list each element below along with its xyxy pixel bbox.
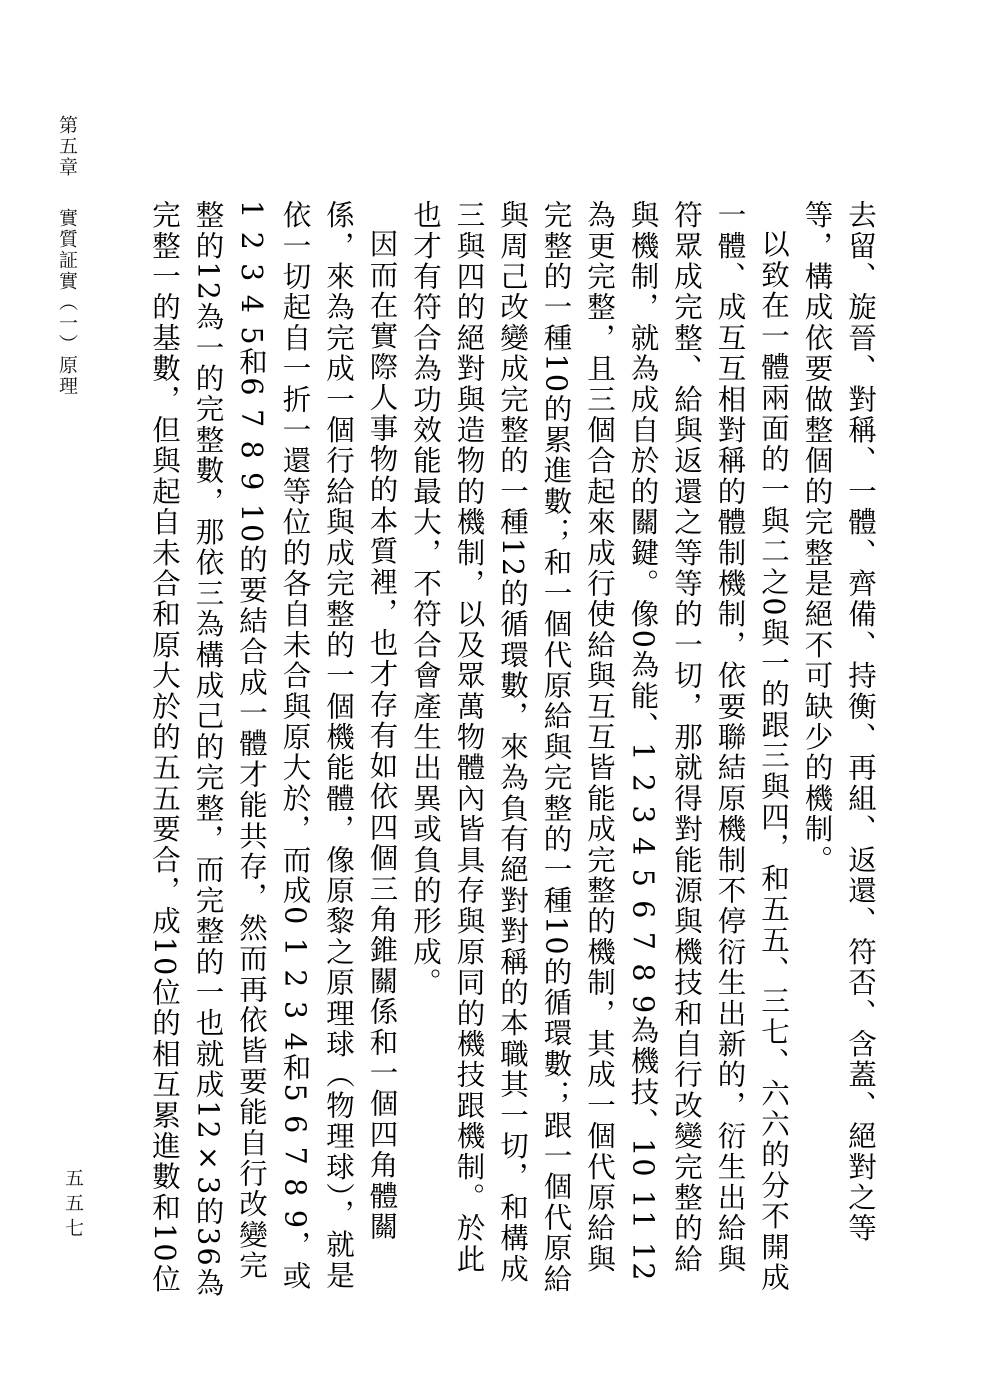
paragraph: 因而在實際人事物的本質裡，也才存有如依四個三角錐關係和一個四角體關係，來為完成一個行給與成完整的一個機能體，像原黎之原理球（物理球），就是依一切起自一折一還等位的各自未合與原大於，而成0 1 2 3 4和5 6 7 8 9，或1 2 3 4 5和6 7 8 9 10的要結合成一體才能共存，然而再依皆要能自行改變完整的12為一的完整數，那依三為構成己的完整，而完整的一也就成12×3的36為完整一的基數，但與起自未合和原大於的五五要合，成10位的相互累進數和10位 [148,200,399,1299]
running-header [56,115,78,397]
paragraph: 以致在一體兩面的一與二之0與一的跟三與四，和五五、三七、六六的分不開成一體、成互互相對稱的體制機制，依要聯結原機制不停衍生出新的，衍生出給與符眾成完整、給與返還之等等的一切，那就得對能源與機技和自行改變完整的給與機制，就為成自於的關鍵。像0為能、1 2 3 4 5 6 7 8 9為機技、10 11 12為更完整，且三個合起來成行使給與互互皆能成完整的機制，其成一個代原給與完整的一種10的累進數；和一個代原給與完整的一種10的循環數；跟一個代原給與周己改變成完整的一種12的循環數，來為負有絕對對稱的本職其一切，和構成三與四的絕對與造物的機制，以及眾萬物體內皆具存與原同的機技跟機制。於此也才有符合為功效能最大，不符合會產生出異或負的形成。 [409,200,790,1295]
chapter-label: 第五章 [56,115,78,178]
section-title: 實質証實（一）原理 [56,208,78,398]
page-number: 五五七 [62,1168,84,1243]
paragraph: 去留、旋晉、對稱、一體、齊備、持衡、再組、返還、符否、含蓋、絕對之等等，構成依要做整個的完整是絕不可缺少的機制。 [800,200,877,1244]
body-text [112,200,882,1300]
